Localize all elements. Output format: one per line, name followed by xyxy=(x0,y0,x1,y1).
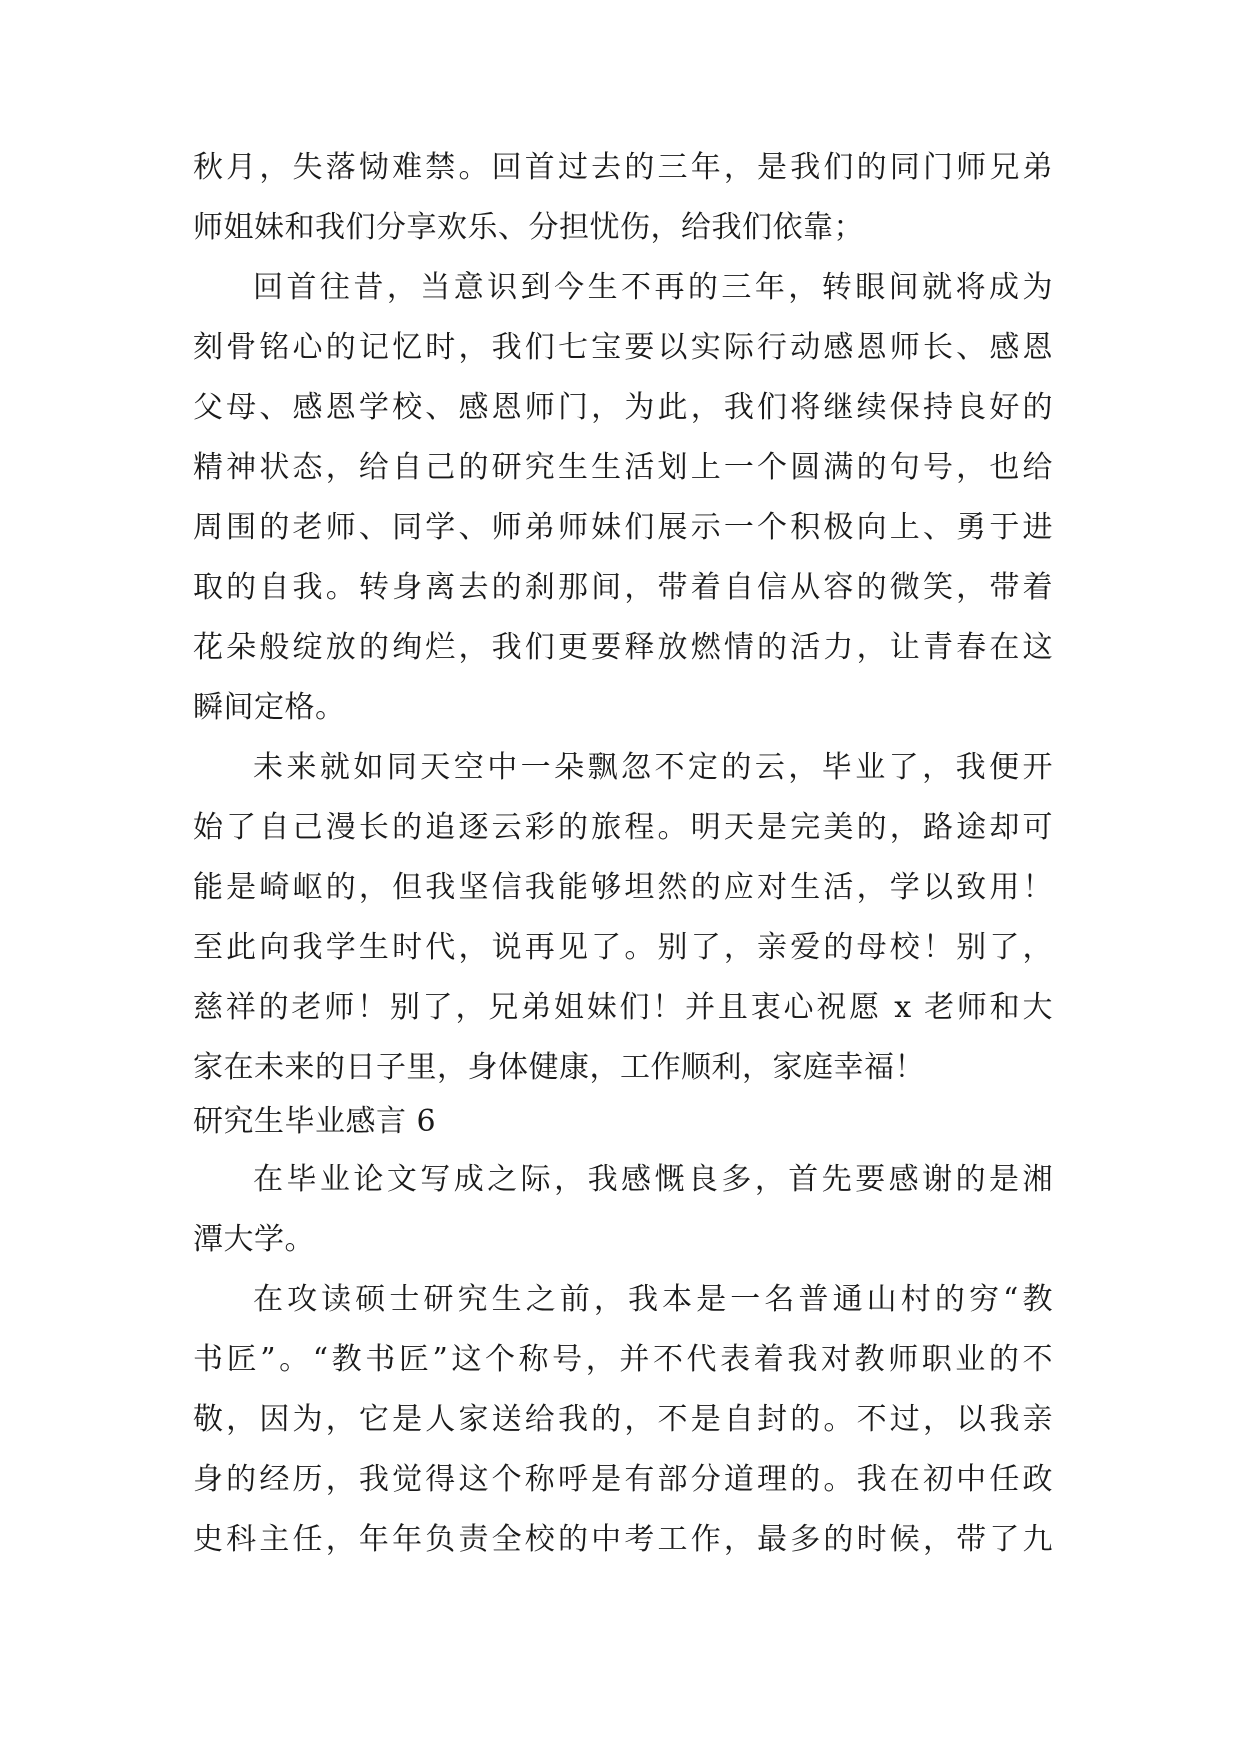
text-line: 慈祥的老师！别了，兄弟姐妹们！并且衷心祝愿 x 老师和大 xyxy=(193,990,1053,1025)
text-line: 能是崎岖的，但我坚信我能够坦然的应对生活，学以致用！ xyxy=(193,870,1053,905)
text-line: 秋月，失落恸难禁。回首过去的三年，是我们的同门师兄弟 xyxy=(193,150,1053,185)
text-line: 身的经历，我觉得这个称呼是有部分道理的。我在初中任政 xyxy=(193,1462,1053,1497)
text-line: 父母、感恩学校、感恩师门，为此，我们将继续保持良好的 xyxy=(193,390,1053,425)
paragraph-first-line: 未来就如同天空中一朵飘忽不定的云，毕业了，我便开 xyxy=(253,750,1053,785)
paragraph-first-line: 回首往昔，当意识到今生不再的三年，转眼间就将成为 xyxy=(253,270,1053,305)
text-line: 瞬间定格。 xyxy=(193,690,346,725)
text-line: 师姐妹和我们分享欢乐、分担忧伤，给我们依靠； xyxy=(193,210,864,245)
text-line: 精神状态，给自己的研究生生活划上一个圆满的句号，也给 xyxy=(193,450,1053,485)
text-line: 史科主任，年年负责全校的中考工作，最多的时候，带了九 xyxy=(193,1522,1053,1557)
section-heading: 研究生毕业感言 6 xyxy=(193,1104,437,1139)
text-line: 周围的老师、同学、师弟师妹们展示一个积极向上、勇于进 xyxy=(193,510,1053,545)
text-line: 花朵般绽放的绚烂，我们更要释放燃情的活力，让青春在这 xyxy=(193,630,1053,665)
paragraph-first-line: 在毕业论文写成之际，我感慨良多，首先要感谢的是湘 xyxy=(253,1162,1053,1197)
text-line: 至此向我学生时代，说再见了。别了，亲爱的母校！别了， xyxy=(193,930,1053,965)
text-line: 取的自我。转身离去的刹那间，带着自信从容的微笑，带着 xyxy=(193,570,1053,605)
paragraph-first-line: 在攻读硕士研究生之前，我本是一名普通山村的穷“教 xyxy=(253,1282,1053,1317)
text-line: 刻骨铭心的记忆时，我们七宝要以实际行动感恩师长、感恩 xyxy=(193,330,1053,365)
text-line: 敬，因为，它是人家送给我的，不是自封的。不过，以我亲 xyxy=(193,1402,1053,1437)
text-line: 书匠”。“教书匠”这个称号，并不代表着我对教师职业的不 xyxy=(193,1342,1053,1377)
text-line: 潭大学。 xyxy=(193,1222,315,1257)
text-line: 家在未来的日子里，身体健康，工作顺利，家庭幸福！ xyxy=(193,1050,925,1085)
text-line: 始了自己漫长的追逐云彩的旅程。明天是完美的，路途却可 xyxy=(193,810,1053,845)
